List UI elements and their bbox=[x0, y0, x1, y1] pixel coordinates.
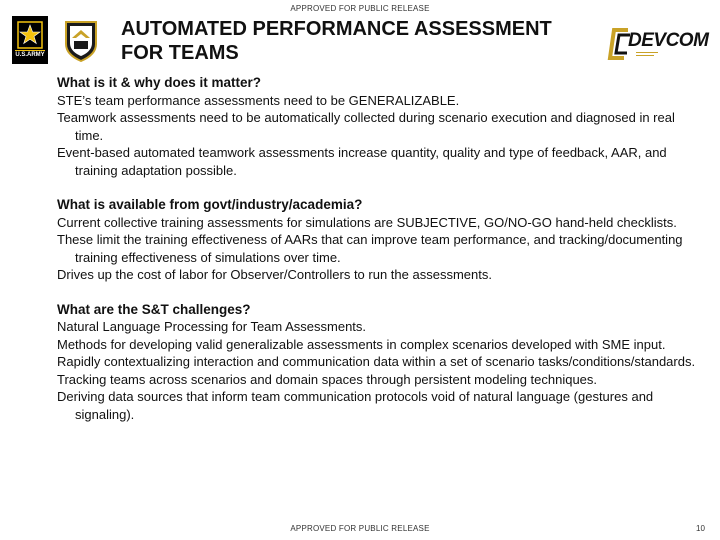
list-item: These limit the training effectiveness of AARs that can improve team performance, and tracking/documenting training effectiveness of simulations over time. bbox=[57, 232, 683, 265]
list-item: Natural Language Processing for Team Assessments. bbox=[57, 319, 367, 334]
us-army-logo bbox=[12, 16, 48, 64]
army-logo-text: U.S.ARMY bbox=[15, 52, 45, 58]
devcom-logo bbox=[602, 24, 712, 64]
list-item: Tracking teams across scenarios and domain spaces through persistent modeling techniques. bbox=[57, 371, 598, 387]
section-heading: What is available from govt/industry/academia? bbox=[57, 197, 363, 212]
section-heading: What are the S&T challenges? bbox=[57, 301, 251, 317]
list-item: Drives up the cost of labor for Observer/Controllers to run the assessments. bbox=[57, 267, 492, 282]
release-banner-bottom: APPROVED FOR PUBLIC RELEASE bbox=[290, 524, 430, 533]
title-line-1: AUTOMATED PERFORMANCE ASSESSMENT bbox=[121, 18, 552, 40]
section-challenges bbox=[57, 301, 705, 424]
list-item: Methods for developing valid generalizable assessments in complex scenarios developed with SME input. bbox=[57, 336, 666, 352]
list-item: STE’s team performance assessments need to be GENERALIZABLE. bbox=[57, 92, 460, 108]
page-number: 10 bbox=[696, 524, 705, 533]
list-item: Deriving data sources that inform team communication protocols void of natural language (gestures and signaling). bbox=[57, 389, 654, 422]
title-line-2: FOR TEAMS bbox=[121, 42, 239, 64]
army-star-icon bbox=[17, 21, 43, 49]
list-item: Rapidly contextualizing interaction and communication data within a set of scenario tasks/conditions/standards. bbox=[57, 354, 696, 369]
devcom-logo-subtext bbox=[636, 51, 662, 56]
shield-insignia-icon bbox=[64, 20, 98, 62]
devcom-logo-text: DEVCOM bbox=[628, 30, 709, 51]
slide-title bbox=[121, 17, 581, 65]
list-item: Teamwork assessments need to be automatically collected during scenario execution and diagnosed in real time. bbox=[57, 110, 675, 143]
section-why-it-matters bbox=[57, 74, 705, 179]
list-item: Event-based automated teamwork assessments increase quantity, quality and type of feedback, AAR, and training adaptation possible. bbox=[57, 145, 667, 178]
slide-content bbox=[57, 74, 705, 423]
list-item: Current collective training assessments for simulations are SUBJECTIVE, GO/NO-GO hand-held checklists. bbox=[57, 214, 677, 230]
section-available bbox=[57, 196, 705, 284]
section-heading: What is it & why does it matter? bbox=[57, 75, 262, 90]
release-banner-top: APPROVED FOR PUBLIC RELEASE bbox=[290, 4, 430, 13]
